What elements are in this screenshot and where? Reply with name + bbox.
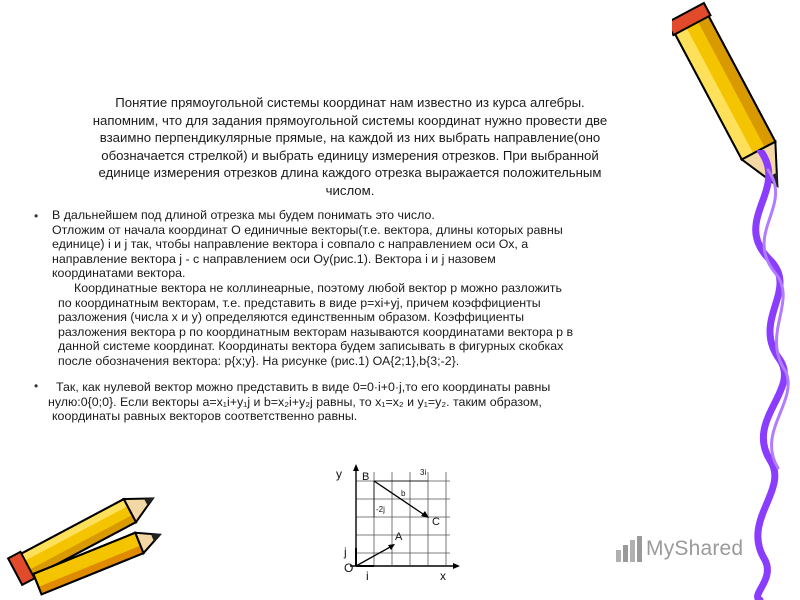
y-axis-label: у	[336, 467, 342, 481]
bullet-1-text	[52, 208, 732, 369]
myshared-logo-icon	[614, 536, 644, 564]
bullet-2-text	[48, 380, 732, 424]
body-line: направление вектора j - с направлением оси Оу(рис.1). Вектора i и j назовем	[52, 251, 496, 266]
body-line: единице) i и j так, чтобы направление вектора i совпало с направлением оси Ох, а	[52, 237, 529, 252]
coordinate-grid	[330, 460, 470, 585]
intro-line: единице измерения отрезков длина каждого отрезка выражается положительным	[98, 165, 602, 181]
intro-line: взаимно перпендикулярные прямые, на каждой из них выбрать направление(оно	[99, 130, 601, 146]
bullet-marker: •	[34, 209, 39, 223]
body-line: Отложим от начала координат О единичные векторы(т.е. вектора, длины которых равны	[52, 222, 563, 237]
body-line: координатами вектора.	[52, 266, 186, 281]
intro-line: числом.	[325, 182, 375, 198]
body-line: после обозначения вектора: р{х;у}. На рисунке (рис.1) ОА{2;1},b{3;-2}.	[58, 353, 460, 368]
minus-two-j-label: -2j	[376, 505, 385, 514]
three-i-label: 3i	[420, 468, 427, 477]
brand-label: MyShared	[646, 537, 744, 560]
intro-line: Понятие прямоугольной системы координат нам известно из курса алгебры.	[115, 95, 585, 110]
body-line: В дальнейшем под длиной отрезка мы будем понимать это число.	[52, 208, 435, 222]
intro-line: напомним, что для задания прямоугольной системы координат нужно провести две	[92, 112, 608, 128]
body-line: Координатные вектора не коллинеарные, поэтому любой вектор р можно разложить	[74, 280, 562, 295]
vector-b-label: b	[401, 489, 406, 498]
i-label: i	[366, 569, 369, 583]
body-line: нулю:0{0;0}. Если векторы a=x₁i+y₁j и b=x₂i+y₂j равны, то x₁=x₂ и y₁=y₂. таким образом,	[48, 394, 542, 409]
body-line: данной системе координат. Координаты вектора будем записывать в фигурных скобках	[58, 339, 564, 354]
origin-label: О	[344, 561, 354, 575]
pencil-bottom-left-icon	[0, 478, 170, 600]
j-label: j	[344, 545, 347, 559]
body-line: Так, как нулевой вектор можно представить в виде 0=0·i+0·j,то его координаты равны	[56, 380, 551, 394]
x-axis-label: х	[440, 569, 446, 583]
body-line: координаты равных векторов соответственно равны.	[52, 409, 358, 424]
intro-line: обозначается стрелкой) и выбрать единицу измерения отрезков. При выбранной	[101, 147, 599, 163]
a-point-label: A	[395, 531, 403, 543]
body-line: разложения (числа х и у) определяются единственным образом. Коэффициенты	[58, 310, 525, 325]
c-point-label: С	[432, 516, 440, 528]
body-line: по координатным векторам, т.е. представить в виде р=хi+yj, причем коэффициенты	[58, 295, 541, 310]
b-point-label: В	[362, 471, 370, 483]
intro-paragraph	[30, 94, 670, 200]
bullet-marker: •	[34, 379, 39, 393]
coordinate-figure	[330, 460, 470, 585]
body-line: разложения вектора р по координатным векторам называются координатами вектора р в	[58, 324, 574, 339]
